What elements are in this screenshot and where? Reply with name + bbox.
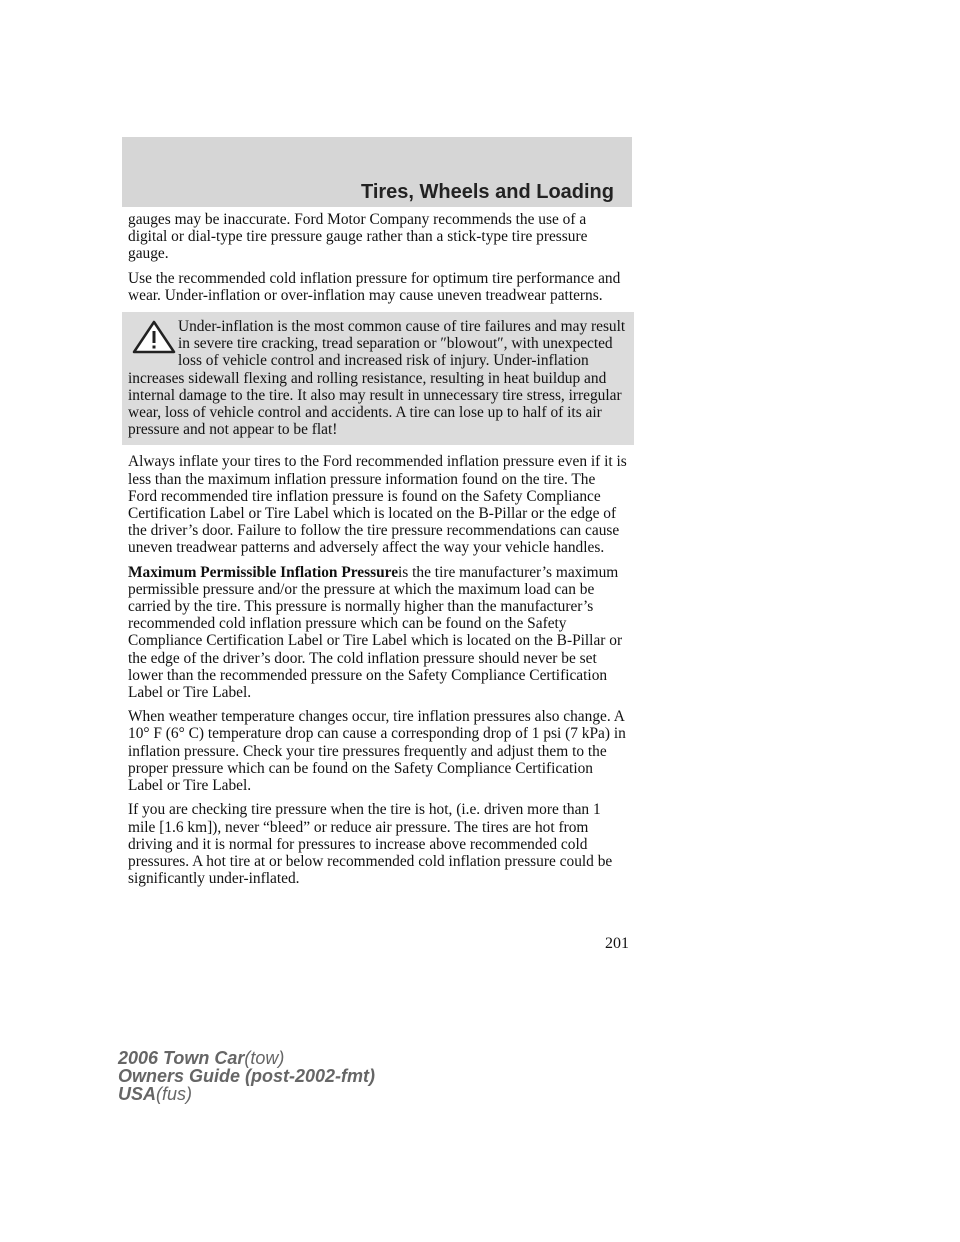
warning-text: Under-inflation is the most common cause of tire failures and may result in severe tire cracking, tread separation or ″blowout″, with unexpected loss of vehicle control and increased risk of injury. Under-inflation increases sidewall flexing and rolling resistance, resulting in heat buildup and internal damage to the tire. It also may result in unnecessary tire stress, irregular wear, loss of vehicle control and accidents. A tire can lose up to half of its air pressure and not appear to be flat! <box>128 318 626 439</box>
section-header-band <box>122 137 632 207</box>
footer-line-2 <box>118 1067 375 1085</box>
warning-box <box>122 312 634 445</box>
paragraph-cold-inflation: Use the recommended cold inflation pressure for optimum tire performance and wear. Under-inflation or over-inflation may cause uneven treadwear patterns. <box>128 269 621 304</box>
footer-line-1 <box>118 1049 375 1067</box>
paragraph-max-pressure <box>128 564 628 702</box>
footer-region: USA <box>118 1084 157 1104</box>
paragraph-temperature: When weather temperature changes occur, tire inflation pressures also change. A 10° F (6° C) temperature drop can cause a corresponding drop of 1 psi (7 kPa) in inflation pressure. Check your tire pressures frequently and adjust them to the proper pressure which can be found on the Safety Compliance Certification Label or Tire Label. <box>128 708 626 795</box>
footer-model-code: (tow) <box>244 1048 285 1068</box>
paragraph-always-inflate: Always inflate your tires to the Ford recommended inflation pressure even if it is less than the maximum inflation pressure information found on the tire. The Ford recommended tire inflation pressure is found on the Safety Compliance Certification Label or Tire Label which is located on the B-Pillar or the edge of the driver’s door. Failure to follow the tire pressure recommendations can cause uneven treadwear patterns and adversely affect the way your vehicle handles. <box>128 453 627 557</box>
paragraph-hot-tire: If you are checking tire pressure when the tire is hot, (i.e. driven more than 1 mile [1.6 km]), never “bleed” or reduce air pressure. The tires are hot from driving and it is normal for pressures to increase above recommended cold pressures. A hot tire at or below recommended cold inflation pressure could be significantly under-inflated. <box>128 801 613 888</box>
footer-model: 2006 Town Car <box>118 1048 245 1068</box>
warning-triangle-icon <box>132 320 176 354</box>
page-number: 201 <box>605 935 629 952</box>
footer-line-3 <box>118 1085 375 1103</box>
section-title: Tires, Wheels and Loading <box>360 181 614 203</box>
max-pressure-definition: is the tire manufacturer’s maximum permissible pressure and/or the pressure at which the maximum load can be carried by the tire. This pressure is normally higher than the manufacturer’s recommended cold inflation pressure which can be found on the Safety Compliance Certification Label or Tire Label which is located on the B-Pillar or the edge of the driver’s door. The cold inflation pressure should never be set lower than the recommended pressure on the Safety Compliance Certification Label or Tire Label. <box>128 563 623 702</box>
page-body <box>128 211 628 894</box>
footer-region-code: (fus) <box>156 1084 193 1104</box>
paragraph-gauges: gauges may be inaccurate. Ford Motor Company recommends the use of a digital or dial-type tire pressure gauge rather than a stick-type tire pressure gauge. <box>128 211 588 263</box>
footer-guide: Owners Guide (post-2002-fmt) <box>118 1066 376 1086</box>
document-footer <box>118 1049 375 1103</box>
max-pressure-term: Maximum Permissible Inflation Pressure <box>128 563 399 581</box>
